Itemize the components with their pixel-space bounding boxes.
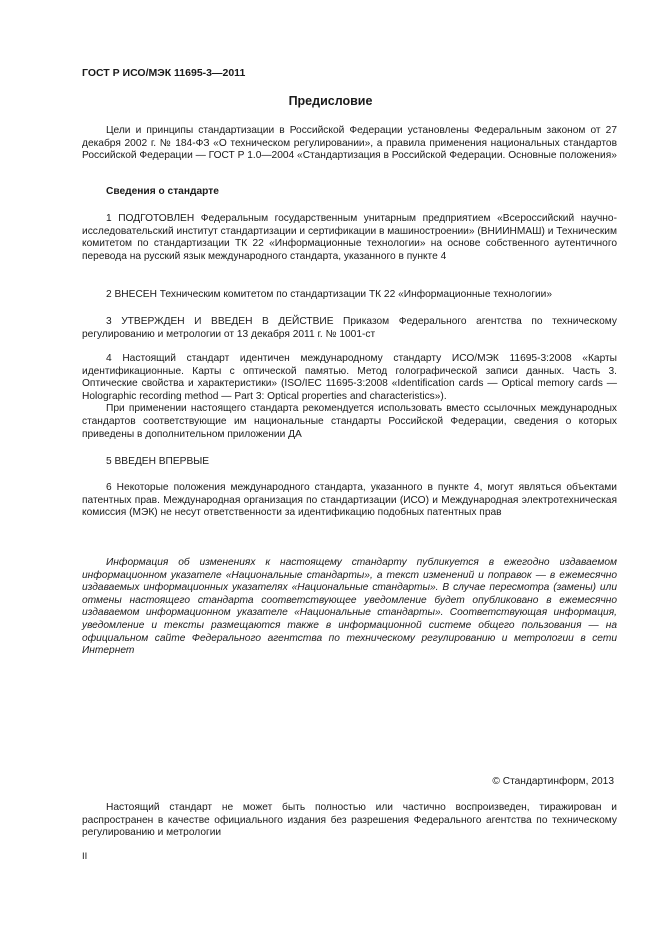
info-block — [82, 557, 617, 658]
page-number: II — [82, 851, 88, 862]
item-1 — [82, 213, 617, 263]
intro-text: Цели и принципы стандартизации в Российской Федерации установлены Федеральным законом от 27 декабря 2002 г. № 184-ФЗ «О техническом регулировании», а правила применения национальных стандартов Российской Федерации — ГОСТ Р 1.0—2004 «Стандартизация в Российской Федерации. Основные положения» — [82, 125, 617, 162]
section-subtitle: Сведения о стандарте — [106, 186, 219, 197]
item-3-text: 3 УТВЕРЖДЕН И ВВЕДЕН В ДЕЙСТВИЕ Приказом Федерального агентства по техническому регулированию и метрологии от 13 декабря 2011 г. № 1001-ст — [82, 316, 617, 340]
item-3 — [82, 316, 617, 341]
notice-block — [82, 802, 617, 840]
subtitle-block — [82, 186, 617, 199]
item-4-text: 4 Настоящий стандарт идентичен международному стандарту ИСО/МЭК 11695-3:2008 «Карты идентификационные. Карты с оптической памятью. Метод голографической записи данных. Часть 3. Оптические свойства и характеристики» (ISO/IEC 11695-3:2008 «Identification cards — Optical memory cards — Holographic recording method — Part 3: Optical properties and characteristics»). — [82, 353, 617, 402]
page-title: Предисловие — [288, 94, 373, 108]
item-2-text: 2 ВНЕСЕН Техническим комитетом по стандартизации ТК 22 «Информационные технологии» — [106, 289, 552, 300]
item-6-text: 6 Некоторые положения международного стандарта, указанного в пункте 4, могут являться объектами патентных прав. Международная организация по стандартизации (ИСО) и Международная электротехническая комиссия (МЭК) не несут ответственности за идентификацию подобных патентных прав — [82, 482, 617, 519]
copyright: © Стандартинформ, 2013 — [492, 776, 614, 787]
notice-text: Настоящий стандарт не может быть полностью или частично воспроизведен, тиражирован и распространен в качестве официального издания без разрешения Федерального агентства по техническому регулированию и метрологии — [82, 802, 617, 839]
info-text: Информация об изменениях к настоящему стандарту публикуется в ежегодно издаваемом информационном указателе «Национальные стандарты», а текст изменений и поправок — в ежемесячно издаваемых информационных указателях «Национальные стандарты». В случае пересмотра (замены) или отмены настоящего стандарта соответствующее уведомление будет опубликовано в ежемесячно издаваемом информационном указателе «Национальные стандарты». Соответствующая информация, уведомление и тексты размещаются также в информационной системе общего пользования — на официальном сайте Федерального агентства по техническому регулированию и метрологии в сети Интернет — [82, 557, 617, 657]
item-4 — [82, 353, 617, 441]
item-5-text: 5 ВВЕДЕН ВПЕРВЫЕ — [106, 456, 210, 467]
item-1-text: 1 ПОДГОТОВЛЕН Федеральным государственным унитарным предприятием «Всероссийский научно-исследовательский институт стандартизации и сертификации в машиностроении» (ВНИИНМАШ) и Техническим комитетом по стандартизации ТК 22 «Информационные технологии» на основе собственного аутентичного перевода на русский язык международного стандарта, указанного в пункте 4 — [82, 213, 617, 262]
item-4-note: При применении настоящего стандарта рекомендуется использовать вместо ссылочных международных стандартов соответствующие им национальные стандарты Российской Федерации, сведения о которых приведены в дополнительном приложении ДА — [82, 403, 617, 440]
item-5 — [82, 456, 617, 469]
document-header: ГОСТ Р ИСО/МЭК 11695-3—2011 — [82, 67, 246, 79]
item-6 — [82, 482, 617, 520]
item-2 — [82, 289, 617, 302]
intro-paragraph — [82, 125, 617, 163]
